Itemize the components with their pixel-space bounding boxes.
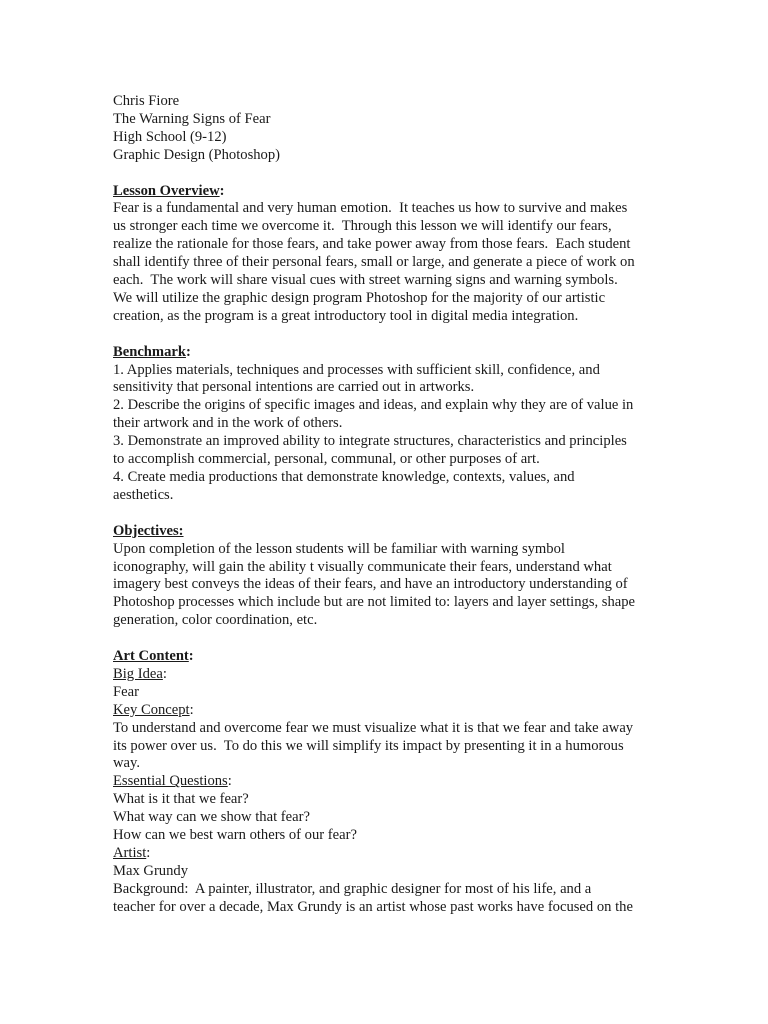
essential-questions-label: Essential Questions: xyxy=(113,773,232,790)
key-concept-line: way. xyxy=(113,755,141,772)
objectives-line: Upon completion of the lesson students will be familiar with warning symbol xyxy=(113,540,565,557)
benchmark-line: to accomplish commercial, personal, communal, or other purposes of art. xyxy=(113,451,540,468)
key-concept-line: To understand and overcome fear we must visualize what it is that we fear and take away xyxy=(113,719,634,736)
objectives-line: generation, color coordination, etc. xyxy=(113,612,318,629)
essential-question: What is it that we fear? xyxy=(113,791,249,808)
key-concept-label: Key Concept: xyxy=(113,701,194,718)
artist-name: Max Grundy xyxy=(113,862,188,879)
overview-line: creation, as the program is a great introductory tool in digital media integration. xyxy=(113,307,579,324)
overview-line: We will utilize the graphic design program Photoshop for the majority of our artistic xyxy=(113,289,606,306)
lesson-title: The Warning Signs of Fear xyxy=(113,110,271,127)
spacer xyxy=(113,165,658,183)
overview-line: us stronger each time we overcome it. Through this lesson we will identify our fears, xyxy=(113,218,612,235)
overview-line: each. The work will share visual cues with street warning signs and warning symbols. xyxy=(113,272,618,289)
objectives-line: iconography, will gain the ability t visually communicate their fears, understand what xyxy=(113,558,612,575)
background-line: teacher for over a decade, Max Grundy is an artist whose past works have focused on the xyxy=(113,898,633,915)
grade-level: High School (9-12) xyxy=(113,128,227,145)
objectives-line: Photoshop processes which include but are not limited to: layers and layer settings, shape xyxy=(113,594,636,611)
document-body xyxy=(113,93,658,917)
lesson-overview-heading: Lesson Overview: xyxy=(113,182,225,199)
overview-line: realize the rationale for those fears, and take power away from those fears. Each student xyxy=(113,236,631,253)
artist-label: Artist: xyxy=(113,845,151,861)
spacer xyxy=(113,630,658,648)
essential-question: How can we best warn others of our fear? xyxy=(113,827,357,844)
benchmark-line: 4. Create media productions that demonstrate knowledge, contexts, values, and xyxy=(113,469,575,485)
spacer xyxy=(113,505,658,523)
benchmark-line: aesthetics. xyxy=(113,486,174,503)
benchmark-line: sensitivity that personal intentions are carried out in artworks. xyxy=(113,379,475,396)
art-content-heading: Art Content: xyxy=(113,648,194,665)
benchmark-line: their artwork and in the work of others. xyxy=(113,415,343,432)
key-concept-line: its power over us. To do this we will simplify its impact by presenting it in a humorous xyxy=(113,737,624,754)
objectives-heading: Objectives: xyxy=(113,522,184,539)
objectives-line: imagery best conveys the ideas of their fears, and have an introductory understanding of xyxy=(113,576,628,593)
essential-question: What way can we show that fear? xyxy=(113,809,310,826)
benchmark-line: 1. Applies materials, techniques and processes with sufficient skill, confidence, and xyxy=(113,361,600,378)
overview-line: shall identify three of their personal fears, small or large, and generate a piece of work on xyxy=(113,254,635,271)
benchmark-line: 3. Demonstrate an improved ability to integrate structures, characteristics and principles xyxy=(113,433,627,450)
author-name: Chris Fiore xyxy=(113,93,180,109)
benchmark-line: 2. Describe the origins of specific images and ideas, and explain why they are of value in xyxy=(113,397,634,414)
course-name: Graphic Design (Photoshop) xyxy=(113,146,280,163)
background-line: Background: A painter, illustrator, and graphic designer for most of his life, and a xyxy=(113,880,592,897)
spacer xyxy=(113,326,658,344)
benchmark-heading: Benchmark: xyxy=(113,343,191,360)
big-idea-value: Fear xyxy=(113,683,139,700)
big-idea-label: Big Idea: xyxy=(113,665,167,682)
overview-line: Fear is a fundamental and very human emotion. It teaches us how to survive and makes xyxy=(113,200,628,217)
